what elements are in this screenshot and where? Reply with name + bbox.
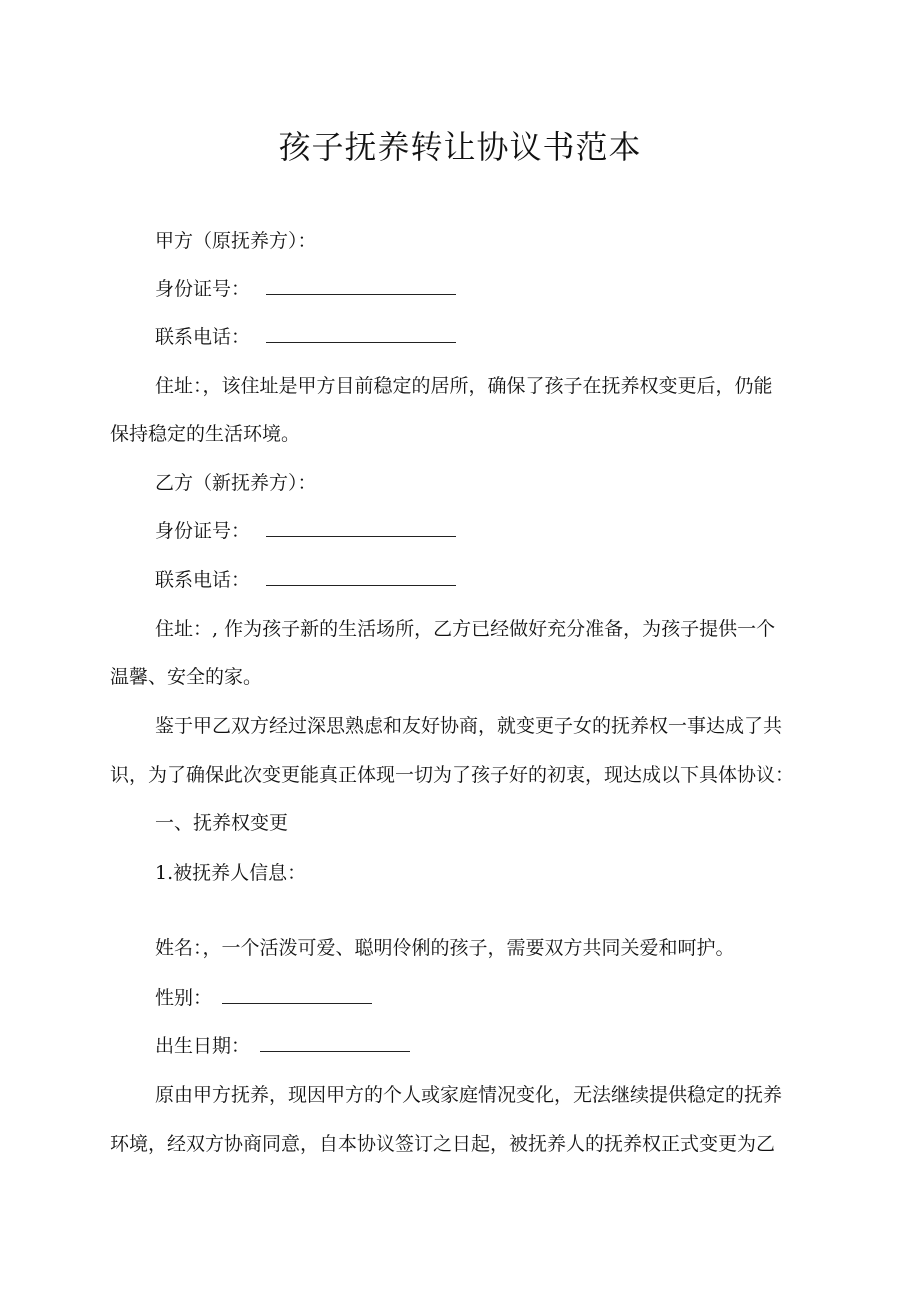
- child-birthdate-blank: [260, 1033, 410, 1052]
- party-a-id-blank: [266, 276, 456, 295]
- party-a-id-row: [155, 276, 456, 302]
- party-a-phone-label: 联系电话：: [155, 326, 251, 348]
- party-b-phone-label: 联系电话：: [155, 569, 251, 591]
- party-b-phone-row: [155, 567, 456, 593]
- party-a-id-label: 身份证号：: [155, 278, 251, 300]
- document-title: 孩子抚养转让协议书范本: [278, 128, 642, 166]
- preamble-line-2: 识，为了确保此次变更能真正体现一切为了孩子好的初衷，现达成以下具体协议：: [110, 764, 795, 786]
- party-a-phone-blank: [266, 324, 456, 343]
- child-gender-row: [155, 985, 372, 1011]
- preamble-line-1: 鉴于甲乙双方经过深思熟虑和友好协商，就变更子女的抚养权一事达成了共: [155, 715, 783, 737]
- party-a-phone-row: [155, 324, 456, 350]
- party-b-heading: 乙方（新抚养方）：: [155, 472, 317, 494]
- section-1-heading: 一、抚养权变更: [155, 812, 289, 834]
- transfer-line-1: 原由甲方抚养，现因甲方的个人或家庭情况变化，无法继续提供稳定的抚养: [155, 1084, 783, 1106]
- child-birthdate-row: [155, 1033, 410, 1059]
- party-b-id-label: 身份证号：: [155, 520, 251, 542]
- party-a-address-line-2: 保持稳定的生活环境。: [110, 423, 301, 445]
- party-b-id-blank: [266, 518, 456, 537]
- party-b-phone-blank: [266, 567, 456, 586]
- child-gender-label: 性别：: [155, 987, 213, 1009]
- party-b-id-row: [155, 518, 456, 544]
- child-name-line: 姓名：，一个活泼可爱、聪明伶俐的孩子，需要双方共同关爱和呵护。: [155, 937, 735, 959]
- transfer-line-2: 环境，经双方协商同意，自本协议签订之日起，被抚养人的抚养权正式变更为乙: [110, 1133, 776, 1155]
- party-b-address-line-2: 温馨、安全的家。: [110, 666, 263, 688]
- party-a-heading: 甲方（原抚养方）：: [155, 230, 317, 252]
- child-birthdate-label: 出生日期：: [155, 1035, 251, 1057]
- party-a-address-line-1: 住址：，该住址是甲方目前稳定的居所，确保了孩子在抚养权变更后，仍能: [155, 375, 773, 397]
- child-gender-blank: [222, 985, 372, 1004]
- item-1-heading: 1.被抚养人信息：: [155, 862, 307, 884]
- party-b-address-line-1: 住址：, 作为孩子新的生活场所，乙方已经做好充分准备，为孩子提供一个: [155, 618, 776, 640]
